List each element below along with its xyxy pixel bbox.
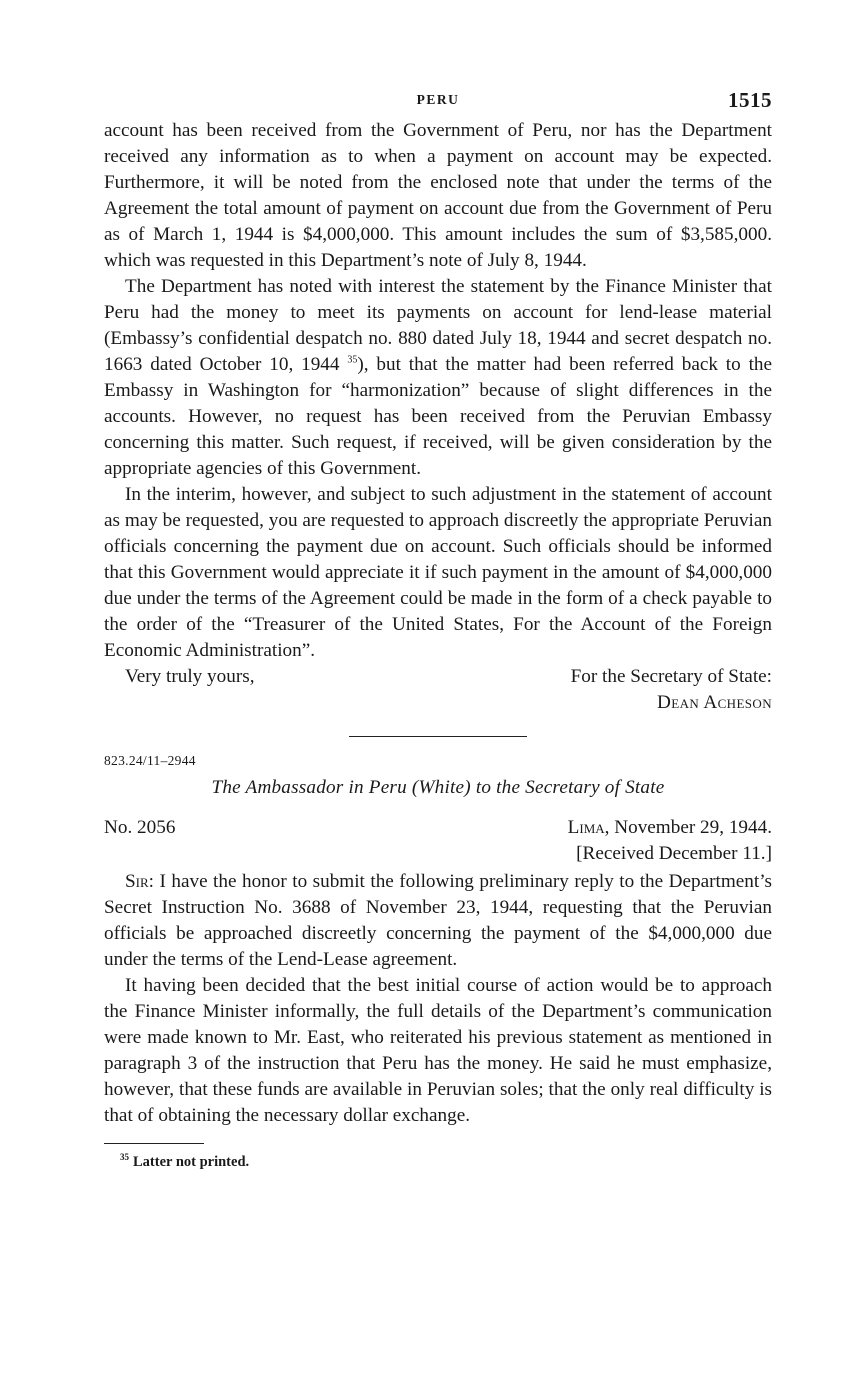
- footnote-text: Latter not printed.: [133, 1154, 250, 1170]
- footnote-rule: [104, 1143, 204, 1144]
- signature: Dean Acheson: [657, 692, 772, 713]
- running-head: [104, 88, 772, 118]
- footnote-reference[interactable]: 35: [347, 354, 358, 366]
- file-number: 823.24/11–2944: [104, 753, 196, 768]
- place-date: [568, 815, 772, 841]
- paragraph-2-start: The Department has noted with interest the statement by the Finance Minister that Peru had the money to meet its payments on account for lend-lease material (Embassy’s confidential despatch no. 880 dated July 18, 1944 and secret despatch no. 1663 dated October 10, 1944: [104, 276, 772, 375]
- for-secretary-line: For the Secretary of State:: [570, 666, 772, 687]
- paragraph-2-end: ), but that the matter had been referred back to the Embassy in Washington for “harmonization” because of slight differences in the accounts. However, no request has been received from the Peruvian Embassy concerning this matter. Such request, if received, will be given consideration by the appropriate agencies of this Government.: [104, 354, 773, 479]
- footnote: [120, 1154, 772, 1171]
- running-title: PERU: [416, 92, 460, 107]
- section-divider: [349, 736, 527, 737]
- footnote-mark: 35: [120, 1152, 129, 1163]
- paragraph-1: account has been received from the Government of Peru, nor has the Department received any information as to when a payment on account may be expected. Furthermore, it will be noted from the enclosed note that under the terms of the Agreement the total amount of payment on account due from the Government of Peru as of March 1, 1944 is $4,000,000. This amount includes the sum of $3,585,000. which was requested in this Department’s note of July 8, 1944.: [104, 120, 772, 271]
- valediction: Very truly yours,: [125, 666, 255, 687]
- paragraph-4: [104, 869, 772, 973]
- page-number: 1515: [728, 88, 772, 112]
- letter-closing: [104, 664, 772, 716]
- document-page: [104, 88, 772, 1171]
- place-name: Lima: [567, 817, 605, 838]
- paragraph-3: In the interim, however, and subject to such adjustment in the statement of account as may be requested, you are requested to approach discreetly the appropriate Peruvian officials concerning the payment due on account. Such officials should be informed that this Government would appreciate it if such payment in the amount of $4,000,000 due under the terms of the Agreement could be made in the form of a check payable to the order of the “Treasurer of the United States, For the Account of the Foreign Economic Administration”.: [104, 484, 772, 661]
- date-text: , November 29, 1944.: [604, 817, 772, 838]
- paragraph-2: [104, 274, 772, 482]
- received-date: [Received December 11.]: [576, 843, 772, 864]
- document-title: The Ambassador in Peru (White) to the Secretary of State: [211, 777, 665, 798]
- paragraph-5: It having been decided that the best initial course of action would be to approach the Finance Minister informally, the full details of the Department’s communication were made known to Mr. East, who reiterated his previous statement as mentioned in paragraph 3 of the instruction that Peru has the money. He said he must emphasize, however, that these funds are available in Peruvian soles; that the only real difficulty is that of obtaining the necessary dollar exchange.: [104, 975, 772, 1126]
- dateline: [104, 815, 772, 869]
- paragraph-4-text: : I have the honor to submit the following preliminary reply to the Department’s Secret Instruction No. 3688 of November 23, 1944, requesting that the Peruvian officials be approached discreetly concerning the payment of the $4,000,000 due under the terms of the Lend-Lease agreement.: [104, 871, 772, 970]
- salutation: Sir: [125, 871, 149, 892]
- despatch-number: No. 2056: [104, 817, 176, 838]
